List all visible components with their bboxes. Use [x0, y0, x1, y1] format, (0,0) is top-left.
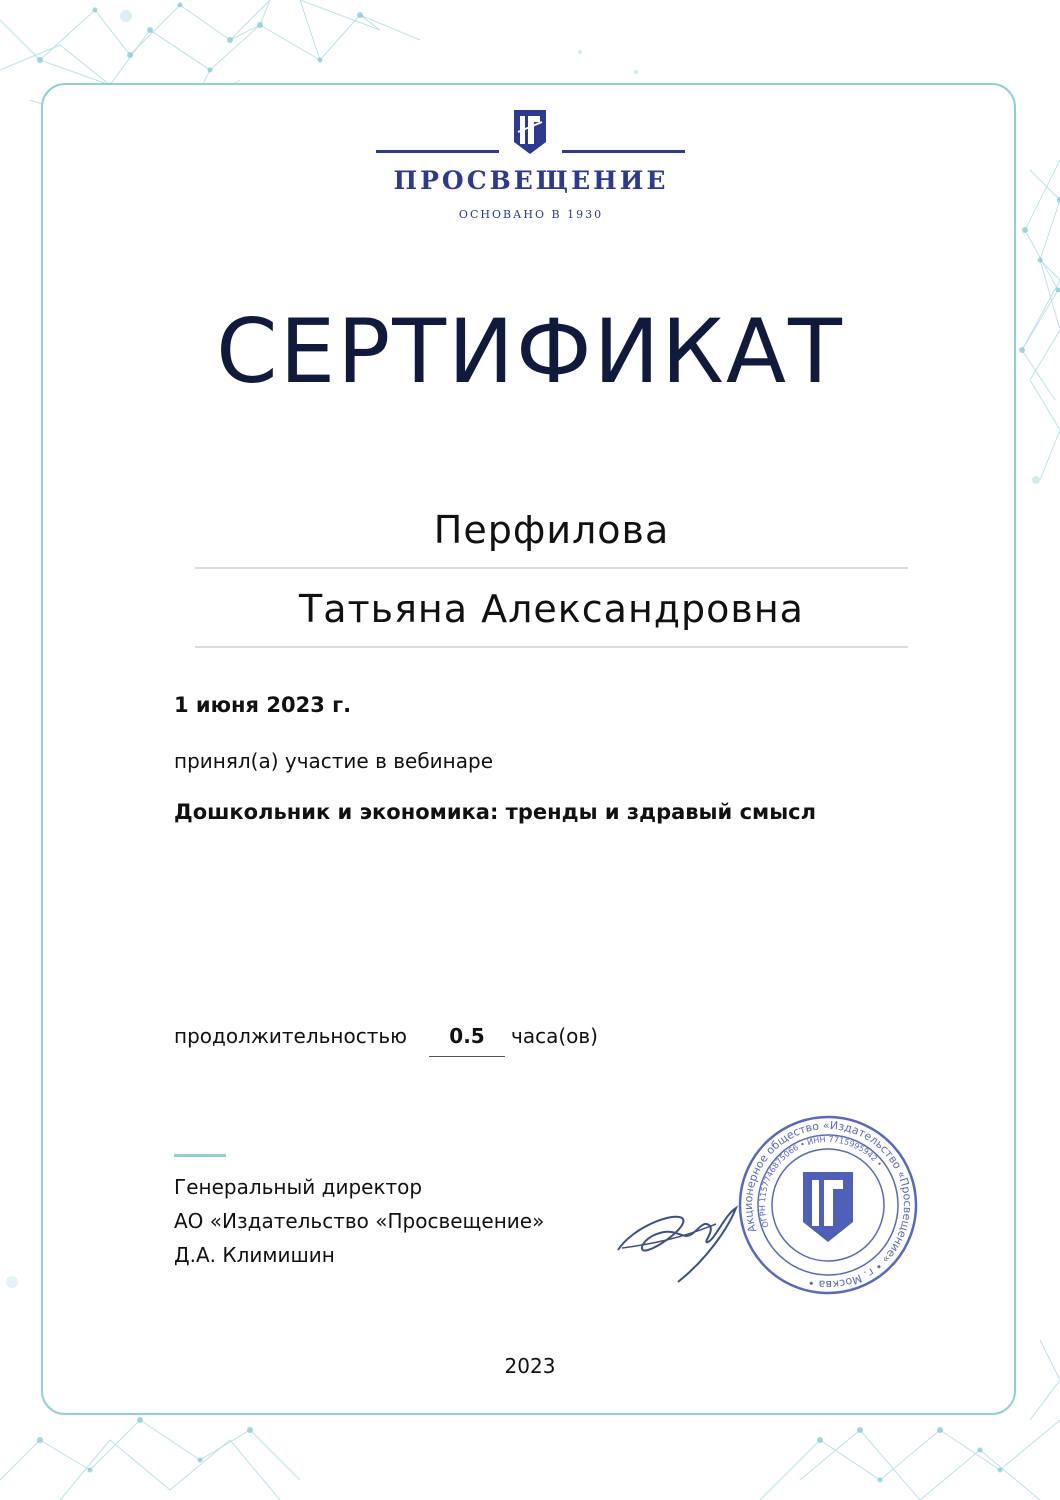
given-names-underline: [195, 646, 908, 648]
stamp-emblem-icon: [803, 1172, 853, 1242]
signatory-position: Генеральный директор: [174, 1175, 423, 1199]
duration-value: 0.5: [429, 1024, 505, 1057]
publisher-tagline: ОСНОВАНО В 1930: [458, 208, 604, 221]
signatory-name: Д.А. Климишин: [174, 1243, 335, 1267]
logo-right-line: [562, 150, 685, 153]
official-stamp: [733, 1110, 923, 1300]
stamp-inner-path: ОГРН 1157746875066 • ИНН 7715995942 •: [757, 1134, 885, 1229]
logo-left-line: [376, 150, 499, 153]
publisher-emblem-icon: [510, 108, 550, 156]
duration-unit: часа(ов): [511, 1024, 598, 1048]
publisher-name: ПРОСВЕЩЕНИЕ: [393, 166, 669, 195]
surname-underline: [195, 567, 908, 569]
certificate-year: 2023: [504, 1354, 556, 1378]
publisher-logo: [376, 108, 686, 228]
signatory-accent-line: [174, 1154, 226, 1157]
duration-row: [174, 1024, 674, 1060]
recipient-surname: Перфилова: [433, 508, 670, 552]
recipient-given-names: Татьяна Александровна: [299, 587, 804, 631]
stamp-outer-path: Акционерное общество «Издательство «Просвещение» • г. Москва •: [741, 1118, 915, 1292]
certificate-title: СЕРТИФИКАТ: [216, 300, 844, 403]
event-date: 1 июня 2023 г.: [174, 693, 352, 717]
participation-text: принял(а) участие в вебинаре: [174, 749, 493, 773]
webinar-title: Дошкольник и экономика: тренды и здравый смысл: [174, 800, 817, 824]
duration-label: продолжительностью: [174, 1024, 407, 1048]
signatory-organization: АО «Издательство «Просвещение»: [174, 1209, 545, 1233]
